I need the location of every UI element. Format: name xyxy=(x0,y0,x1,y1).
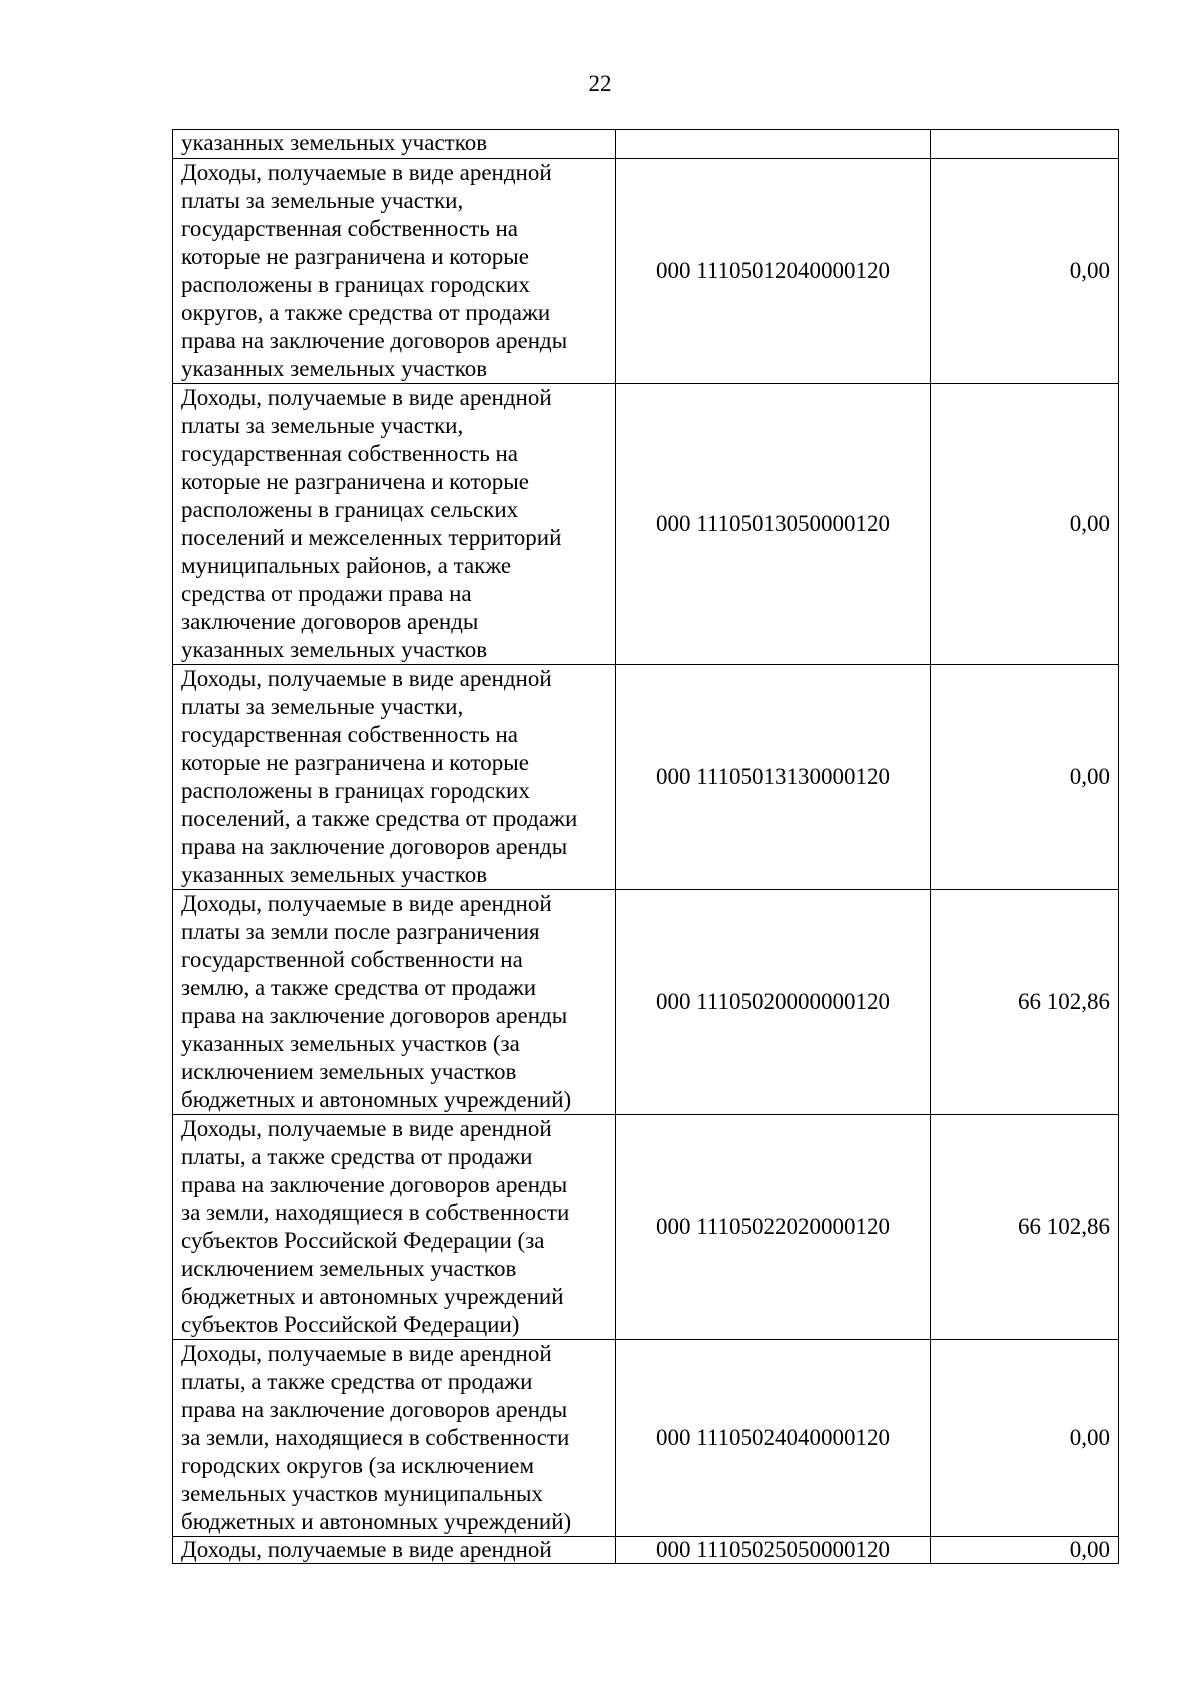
description-line: указанных земельных участков xyxy=(181,356,488,381)
description-line: за земли, находящиеся в собственности xyxy=(181,1200,570,1225)
table-row xyxy=(173,384,1119,665)
description-line: права на заключение договоров аренды xyxy=(181,1172,568,1197)
revenue-description xyxy=(173,890,616,1115)
budget-classification-code: 000 11105025050000120 xyxy=(616,1537,931,1564)
description-line: расположены в границах городских xyxy=(181,272,530,297)
revenue-amount xyxy=(931,130,1119,159)
page-number: 22 xyxy=(588,71,612,96)
table-row xyxy=(173,1537,1119,1564)
revenue-description xyxy=(173,1340,616,1537)
description-line: платы за земельные участки, xyxy=(181,413,464,438)
table-row xyxy=(173,1115,1119,1340)
description-line: указанных земельных участков (за xyxy=(181,1031,520,1056)
description-line: Доходы, получаемые в виде арендной xyxy=(181,1341,552,1366)
table-row xyxy=(173,665,1119,890)
description-line: Доходы, получаемые в виде арендной xyxy=(181,666,552,691)
description-line: государственная собственность на xyxy=(181,722,518,747)
revenue-table xyxy=(172,129,1119,1564)
description-line: бюджетных и автономных учреждений) xyxy=(181,1087,572,1112)
description-line: исключением земельных участков xyxy=(181,1256,517,1281)
description-line: округов, а также средства от продажи xyxy=(181,300,551,325)
table-row xyxy=(173,890,1119,1115)
revenue-description xyxy=(173,1537,616,1564)
description-line: которые не разграничена и которые xyxy=(181,750,529,775)
budget-classification-code: 000 11105013050000120 xyxy=(616,384,931,665)
description-line: исключением земельных участков xyxy=(181,1059,517,1084)
table-row xyxy=(173,159,1119,384)
description-line: бюджетных и автономных учреждений xyxy=(181,1284,564,1309)
budget-classification-code: 000 11105024040000120 xyxy=(616,1340,931,1537)
description-line: права на заключение договоров аренды xyxy=(181,1003,568,1028)
description-line: государственной собственности на xyxy=(181,947,523,972)
description-line: государственная собственность на xyxy=(181,441,518,466)
table-row xyxy=(173,130,1119,159)
description-line: расположены в границах сельских xyxy=(181,497,519,522)
budget-classification-code: 000 11105012040000120 xyxy=(616,159,931,384)
revenue-description xyxy=(173,1115,616,1340)
description-line: Доходы, получаемые в виде арендной xyxy=(181,891,552,916)
description-line: платы за земли после разграничения xyxy=(181,919,540,944)
budget-classification-code xyxy=(616,130,931,159)
revenue-amount: 0,00 xyxy=(931,665,1119,890)
description-line: поселений, а также средства от продажи xyxy=(181,806,578,831)
description-line: субъектов Российской Федерации (за xyxy=(181,1228,545,1253)
description-line: земельных участков муниципальных xyxy=(181,1481,543,1506)
description-line: указанных земельных участков xyxy=(181,130,488,155)
description-line: за земли, находящиеся в собственности xyxy=(181,1425,570,1450)
description-line: средства от продажи права на xyxy=(181,581,472,606)
revenue-amount: 66 102,86 xyxy=(931,1115,1119,1340)
description-line: Доходы, получаемые в виде арендной xyxy=(181,1116,552,1141)
description-line: платы за земельные участки, xyxy=(181,188,464,213)
description-line: поселений и межселенных территорий xyxy=(181,525,562,550)
revenue-amount: 0,00 xyxy=(931,1537,1119,1564)
description-line: бюджетных и автономных учреждений) xyxy=(181,1509,572,1534)
description-line: городских округов (за исключением xyxy=(181,1453,535,1478)
revenue-amount: 0,00 xyxy=(931,1340,1119,1537)
revenue-description xyxy=(173,159,616,384)
table-row xyxy=(173,1340,1119,1537)
revenue-amount: 66 102,86 xyxy=(931,890,1119,1115)
description-line: муниципальных районов, а также xyxy=(181,553,512,578)
description-line: государственная собственность на xyxy=(181,216,518,241)
description-line: расположены в границах городских xyxy=(181,778,530,803)
description-line: права на заключение договоров аренды xyxy=(181,328,568,353)
budget-classification-code: 000 11105022020000120 xyxy=(616,1115,931,1340)
description-line: землю, а также средства от продажи xyxy=(181,975,537,1000)
description-line: платы, а также средства от продажи xyxy=(181,1144,533,1169)
description-line: указанных земельных участков xyxy=(181,862,488,887)
description-line: Доходы, получаемые в виде арендной xyxy=(181,385,552,410)
revenue-description xyxy=(173,384,616,665)
revenue-description xyxy=(173,130,616,159)
revenue-amount: 0,00 xyxy=(931,159,1119,384)
budget-classification-code: 000 11105013130000120 xyxy=(616,665,931,890)
description-line: права на заключение договоров аренды xyxy=(181,834,568,859)
description-line: которые не разграничена и которые xyxy=(181,469,529,494)
description-line: которые не разграничена и которые xyxy=(181,244,529,269)
revenue-description xyxy=(173,665,616,890)
description-line: платы, а также средства от продажи xyxy=(181,1369,533,1394)
description-line: Доходы, получаемые в виде арендной xyxy=(181,160,552,185)
description-line: платы за земельные участки, xyxy=(181,694,464,719)
description-line: заключение договоров аренды xyxy=(181,609,479,634)
description-line: указанных земельных участков xyxy=(181,637,488,662)
budget-classification-code: 000 11105020000000120 xyxy=(616,890,931,1115)
revenue-amount: 0,00 xyxy=(931,384,1119,665)
description-line: Доходы, получаемые в виде арендной xyxy=(181,1537,552,1562)
description-line: права на заключение договоров аренды xyxy=(181,1397,568,1422)
description-line: субъектов Российской Федерации) xyxy=(181,1312,520,1337)
